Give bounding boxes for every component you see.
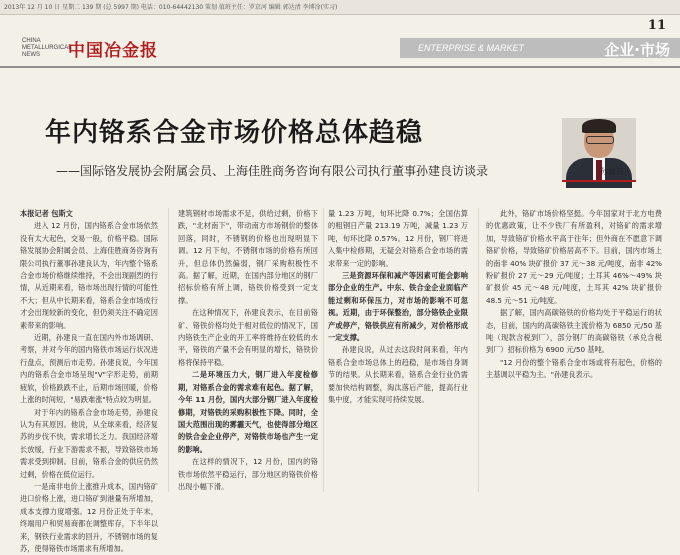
column-divider <box>478 208 479 492</box>
paragraph: 量 1.23 万吨，旬环比降 0.7%；全国估算的粗钢日产量 213.19 万吨，减量 1.23 万吨，旬环比降 0.57%。12 月份，钢厂将进入集中检修期，无疑会对铬系合金市场的需求带来一定的影响。 <box>328 209 468 268</box>
page-number: 11 <box>647 18 666 33</box>
section-band <box>400 38 680 58</box>
section-english: ENTERPRISE & MARKET <box>418 43 525 53</box>
paragraph: 二是环境压力大，钢厂进入年度检修期，对铬系合金的需求难有起色。据了解，今年 11 月份，国内大部分钢厂进入年度检修期，对铬铁的采购积极性下降。同时，全国大范围出现的雾霾天气，也使得部分地区的铁合金企业停产，对铬铁市场也产生一定的影响。 <box>178 370 318 454</box>
paragraph: 一是南非电价上涨推升成本，国内铬矿进口价格上涨，进口铬矿到港量有所增加，成本支撑力度增强。12 月份正处于年末，终端用户和贸易商都在调整库存，下半年以来，钢铁行业需求的回升，不锈钢市场的复苏，使得铬铁市场需求有所增加。 <box>20 481 158 553</box>
paragraph: 近期，孙建良一直在国内外市场调研、考察，并对今年的国内铬铁市场运行状况进行盘点，预测后市走势。孙建良说，今年国内的铬系合金市场呈现"V"字形走势，前期疲软，价格跌跌不止，后期市场回暖，价格上涨的时间短，"易跌难涨"特点较为明显。 <box>20 333 158 405</box>
brand-logo: 中国冶金报 <box>68 41 158 61</box>
paragraph: 据了解，国内高碳铬铁的价格均处于平稳运行的状态，目前，国内的高碳铬铁主流价格为 6850 元/50 基吨（现款含税到厂），部分钢厂的高碳铬铁（承兑含税到厂）招标价格为 6900 元/50 基吨。 <box>486 308 662 355</box>
paragraph: 在这样的情况下，12 月份，国内的铬铁市场依然平稳运行，部分地区的铬铁价格出现小幅下滑。 <box>178 457 318 491</box>
interviewee-photo <box>562 118 636 182</box>
paragraph: 在这种情况下，孙建良表示，在目前铬矿、铬铁价格均处于相对低位的情况下，国内铬铁生产企业的开工率将维持在较低的水平，铬铁的产量不会有明显的增长，铬铁价格将保持平稳。 <box>178 308 318 367</box>
issue-info: 2013年 12 月 10 日 星期二 139 期 (总 5997 期) 电话：010-64442130 策划 值班主任：罗京河 编辑 郭达清 李博淦(实习) <box>4 4 338 11</box>
paragraph: 对于年内的铬系合金市场走势，孙建良认为有其原因。他说，从全球来看，经济复苏的步伐不快，需求增长乏力。我国经济增长放缓，行业下游需求不振，导致铬铁市场需求受到抑制。目前，铬系合金的供应仍然过剩，价格在低位运行。 <box>20 407 158 479</box>
paragraph: "12 月份的整个铬系合金市场或将有起色，价格的主基调以平稳为主。"孙建良表示。 <box>486 357 662 380</box>
brand-english: CHINA METALLURGICAL NEWS <box>22 38 72 58</box>
paragraph: 此外，铬矿市场价格坚挺。今年国家对于北方电费的优惠政策，让不少铁厂有所盈利，对铬矿的需求增加，导致铬矿价格水平高于往年；但外商在不愿意下调铬矿价格，导致铬矿价格居高不下。目前，国内市场上的南非 40% 块矿报价 37 元～38 元/吨度，南非 42% 粉矿报价 27 元～29 元/吨度；土耳其 46%～49% 块矿报价 45 元～48 元/吨度，土耳其 42% 块矿报价 48.5 元～51 元/吨度。 <box>486 209 662 305</box>
paragraph: 三是资源环保和减产等因素可能会影响部分企业的生产。中东、铁合金企业面临产能过剩和环保压力，对市场的影响不可忽视。近期，由于环保整治，部分铬铁企业限产或停产，铬铁供应有所减少，对价格形成一定支撑。 <box>328 271 468 343</box>
newspaper-header <box>0 28 680 68</box>
masthead-info-bar <box>0 0 680 15</box>
article-column-1 <box>20 208 158 553</box>
paragraph: 建筑钢材市场需求不足，供给过剩，价格下跌，"北材南下"，带动南方市场钢价的整体回落，同时，不锈钢的价格也出现明显下调。12 月下旬，不锈钢市场的价格有所回升，但总体仍然偏弱，钢厂采购积极性不高。据了解，近期，在国内部分地区的钢厂招标价格有所上调，铬铁价格受到一定支撑。 <box>178 209 318 305</box>
photo-caption: 孙建良 <box>600 167 624 176</box>
column-divider <box>323 208 324 492</box>
paragraph: 孙建良说，从过去这段时间来看，年内铬系合金市场总体上的趋稳，是市场自身调节的结果。从长期来看，铬系合金行业仍需要加快结构调整，淘汰落后产能，提高行业集中度，才能实现可持续发展。 <box>328 345 468 405</box>
article-column-4 <box>486 208 662 493</box>
paragraph: 进入 12 月份，国内铬系合金市场依然没有太大起色，交易一般，价格平稳。国际铬发展协会附属会员、上海佳胜商务咨询有限公司执行董事孙建良认为，年内整个铬系合金市场价格继续维持，不会出现剧烈的行情，从近期来看，铬市场出现行情的可能性不大；但从中长期来看，铬系合金市场成行才会出现较新的变化，但仍须关注不确定因素带来的影响。 <box>20 221 158 330</box>
column-divider <box>168 208 169 492</box>
article-column-3 <box>328 208 468 493</box>
section-chinese: 企业·市场 <box>604 41 670 59</box>
article-column-2 <box>178 208 318 493</box>
article-subtitle: ——国际铬发展协会附属会员、上海佳胜商务咨询有限公司执行董事孙建良访谈录 <box>56 164 489 178</box>
article-title: 年内铬系合金市场价格总体趋稳 <box>45 118 424 148</box>
header-rule <box>0 66 680 68</box>
caption-rule <box>562 180 636 182</box>
reporter-byline: 本报记者 包斯文 <box>20 209 73 218</box>
